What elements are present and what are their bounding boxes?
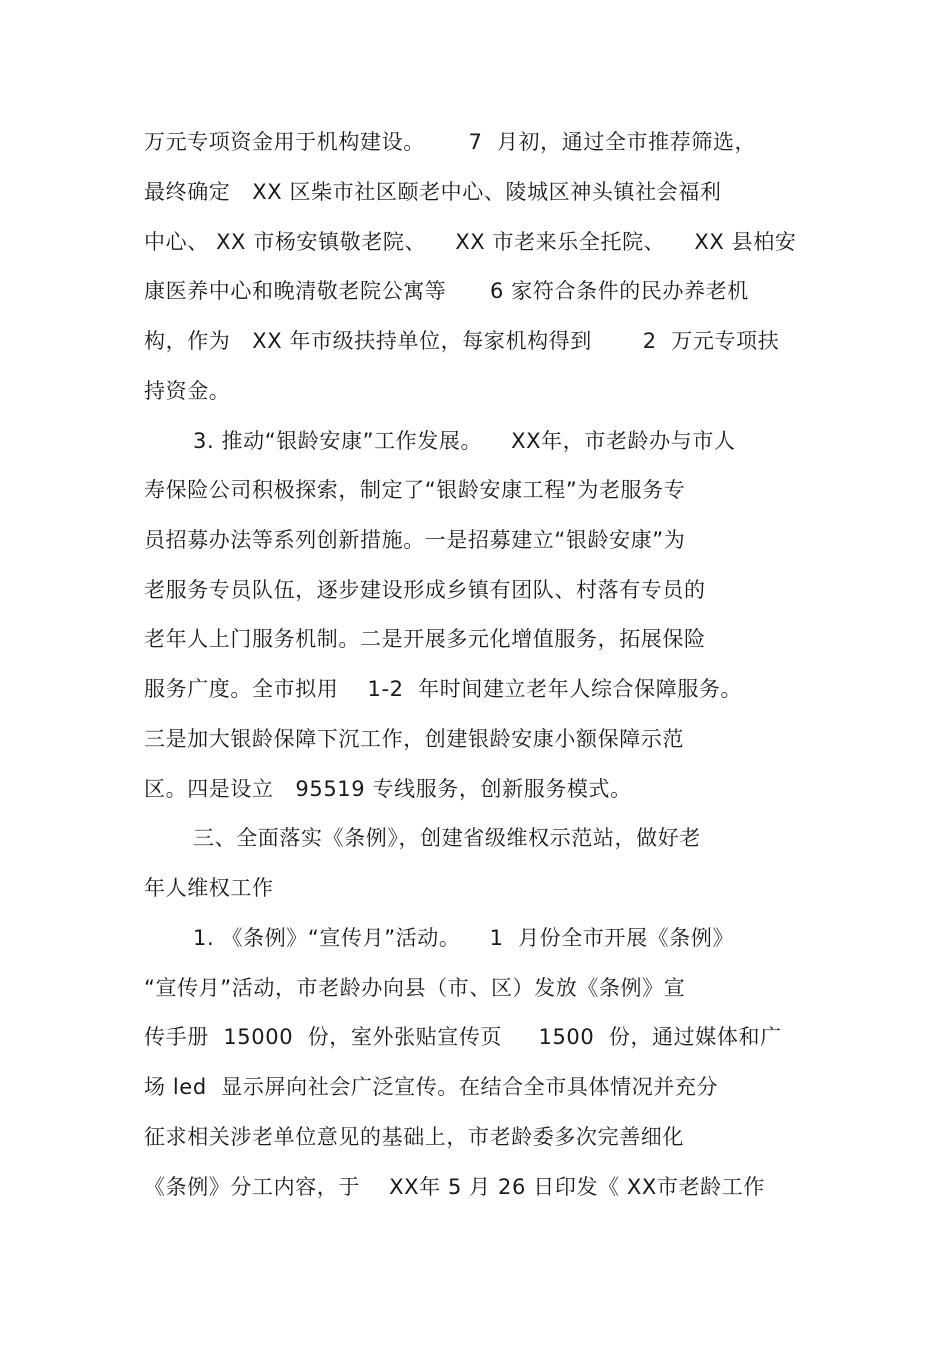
text-line: 万元专项资金用于机构建设。 7 月初，通过全市推荐筛选， [144,130,757,154]
text-line: 老服务专员队伍，逐步建设形成乡镇有团队、村落有专员的 [144,578,706,602]
text-line: 康医养中心和晚清敬老院公寓等 6 家符合条件的民办养老机 [144,279,749,303]
text-line: 构，作为 XX 年市级扶持单位，每家机构得到 2 万元专项扶 [144,329,780,353]
text-line: 服务广度。全市拟用 1-2 年时间建立老年人综合保障服务。 [144,677,743,701]
section-heading-line: 年人维权工作 [144,876,274,900]
text-line: 区。四是设立 95519 专线服务，创新服务模式。 [144,777,632,801]
paragraph-start-line: 1. 《条例》“宣传月”活动。 1 月份全市开展《条例》 [193,926,735,950]
text-line: 中心、 XX 市杨安镇敬老院、 XX 市老来乐全托院、 XX 县柏安 [144,230,797,254]
text-line: 持资金。 [144,379,231,403]
paragraph-start-line: 3. 推动“银龄安康”工作发展。 XX年，市老龄办与市人 [193,429,736,453]
text-line: 最终确定 XX 区柴市社区颐老中心、陵城区神头镇社会福利 [144,180,722,204]
text-line: 传手册 15000 份，室外张贴宣传页 1500 份，通过媒体和广 [144,1025,782,1049]
text-line: 老年人上门服务机制。二是开展多元化增值服务，拓展保险 [144,627,706,651]
text-line: 《条例》分工内容，于 XX年 5 月 26 日印发《 XX市老龄工作 [144,1175,765,1199]
text-line: 征求相关涉老单位意见的基础上，市老龄委多次完善细化 [144,1125,684,1149]
text-line: 寿保险公司积极探索，制定了“银龄安康工程”为老服务专 [144,478,686,502]
text-line: 员招募办法等系列创新措施。一是招募建立“银龄安康”为 [144,528,686,552]
text-line: “宣传月”活动，市老龄办向县（市、区）发放《条例》宣 [144,976,686,1000]
section-heading-line: 三、全面落实《条例》，创建省级维权示范站，做好老 [193,826,701,850]
text-line: 三是加大银龄保障下沉工作，创建银龄安康小额保障示范 [144,727,684,751]
text-line: 场 led 显示屏向社会广泛宣传。在结合全市具体情况并充分 [144,1075,719,1099]
